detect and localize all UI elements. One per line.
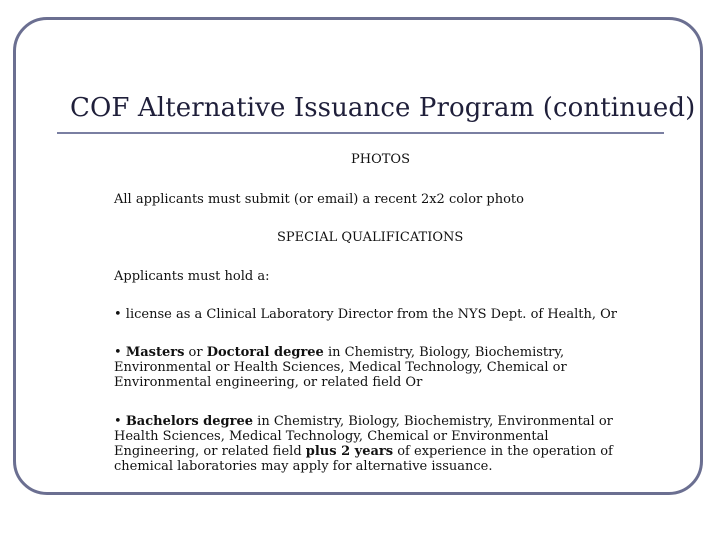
bullet-marker: • xyxy=(114,414,122,429)
bullet-license: • license as a Clinical Laboratory Director from the NYS Dept. of Health, Or xyxy=(114,307,618,322)
or-text: or xyxy=(188,345,203,360)
bullet-marker: • xyxy=(114,345,122,360)
applicants-hold-text: Applicants must hold a: xyxy=(114,269,270,284)
special-qualifications-heading: SPECIAL QUALIFICATIONS xyxy=(277,230,464,245)
title-divider xyxy=(57,132,664,134)
bachelors-label: Bachelors degree xyxy=(125,414,254,429)
slide-title: COF Alternative Issuance Program (continued) xyxy=(70,93,696,123)
bullet-masters-doctoral xyxy=(114,345,654,390)
masters-fields: in Chemistry, Biology, Biochemistry, xyxy=(327,345,565,360)
bullet-bachelors xyxy=(114,414,654,474)
experience-text: of experience in the operation of xyxy=(397,444,613,459)
doctoral-label: Doctoral degree xyxy=(206,345,324,360)
bullet-bachelors-line-3 xyxy=(114,444,654,459)
plus-years-label: plus 2 years xyxy=(305,444,394,459)
related-field-text: Engineering, or related field xyxy=(114,444,302,459)
bullet-masters-line-2: Environmental or Health Sciences, Medical Technology, Chemical or xyxy=(114,360,567,375)
masters-label: Masters xyxy=(125,345,185,360)
bullet-masters-line-1 xyxy=(114,345,654,360)
photos-requirement: All applicants must submit (or email) a recent 2x2 color photo xyxy=(114,192,524,207)
bullet-masters-line-3: Environmental engineering, or related field Or xyxy=(114,375,423,390)
bullet-bachelors-line-1 xyxy=(114,414,654,429)
photos-heading: PHOTOS xyxy=(351,152,410,167)
bullet-bachelors-line-2: Health Sciences, Medical Technology, Chemical or Environmental xyxy=(114,429,549,444)
bachelors-fields: in Chemistry, Biology, Biochemistry, Environmental or xyxy=(257,414,613,429)
bullet-bachelors-line-4: chemical laboratories may apply for alternative issuance. xyxy=(114,459,493,474)
